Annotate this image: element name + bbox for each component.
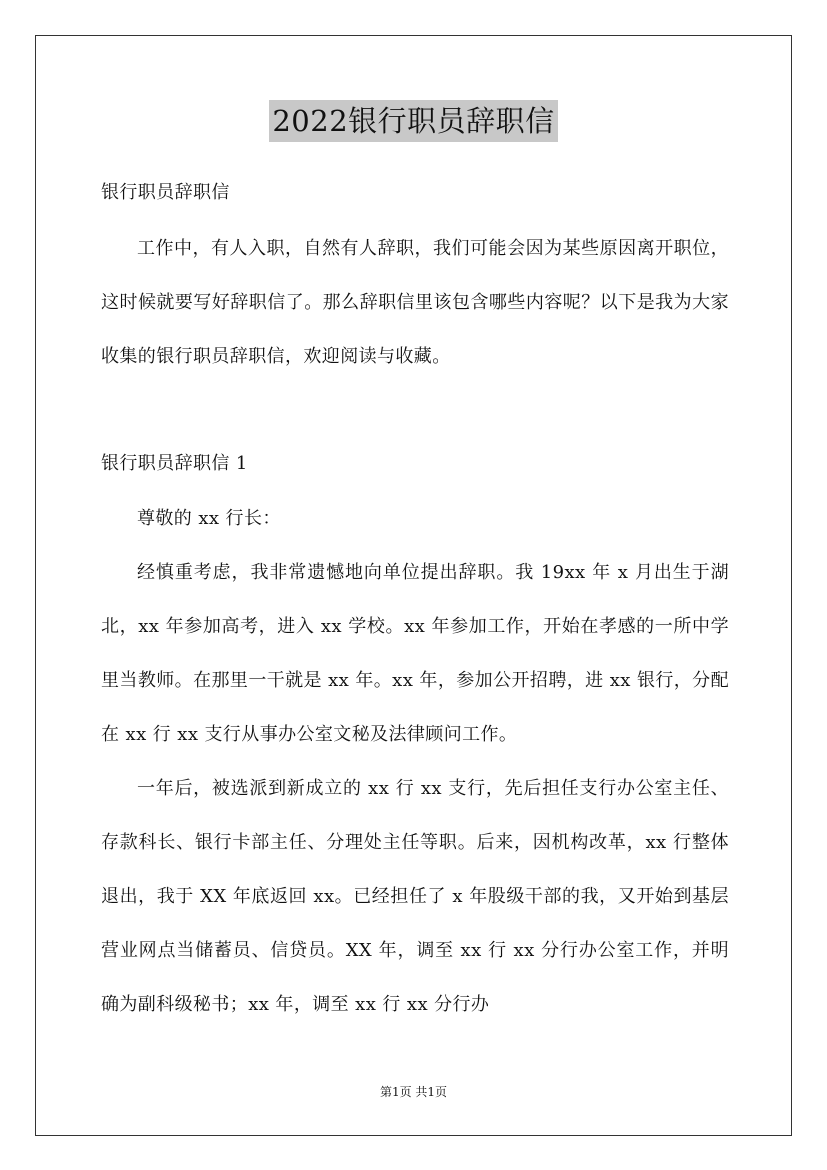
page-footer: 第1页 共1页: [379, 1085, 448, 1099]
letter-body: [101, 492, 729, 1032]
intro-paragraph: 工作中，有人入职，自然有人辞职，我们可能会因为某些原因离开职位，这时候就要写好辞职信了。那么辞职信里该包含哪些内容呢？以下是我为大家收集的银行职员辞职信，欢迎阅读与收藏。: [101, 238, 729, 367]
intro-section: [101, 222, 729, 384]
salutation: 尊敬的 xx 行长：: [137, 508, 281, 529]
letter-paragraph: 经慎重考虑，我非常遗憾地向单位提出辞职。我 19xx 年 x 月出生于湖北，xx 年参加高考，进入 xx 学校。xx 年参加工作，开始在孝感的一所中学里当教师。在那里一干就是 xx 年。xx 年，参加公开招聘，进 xx 银行，分配在 xx 行 xx 支行从事办公室文秘及法律顾问工作。: [101, 562, 729, 745]
document-title: 2022银行职员辞职信: [269, 100, 557, 142]
document-subtitle: 银行职员辞职信: [101, 182, 230, 203]
section-heading: 银行职员辞职信 1: [101, 453, 248, 474]
letter-paragraph: 一年后，被选派到新成立的 xx 行 xx 支行，先后担任支行办公室主任、存款科长、银行卡部主任、分理处主任等职。后来，因机构改革，xx 行整体退出，我于 XX 年底返回 xx。已经担任了 x 年股级干部的我，又开始到基层营业网点当储蓄员、信贷员。XX 年，调至 xx 行 xx 分行办公室工作，并明确为副科级秘书；xx 年，调至 xx 行 xx 分行办: [101, 778, 729, 1015]
title-wrap: [0, 100, 827, 142]
